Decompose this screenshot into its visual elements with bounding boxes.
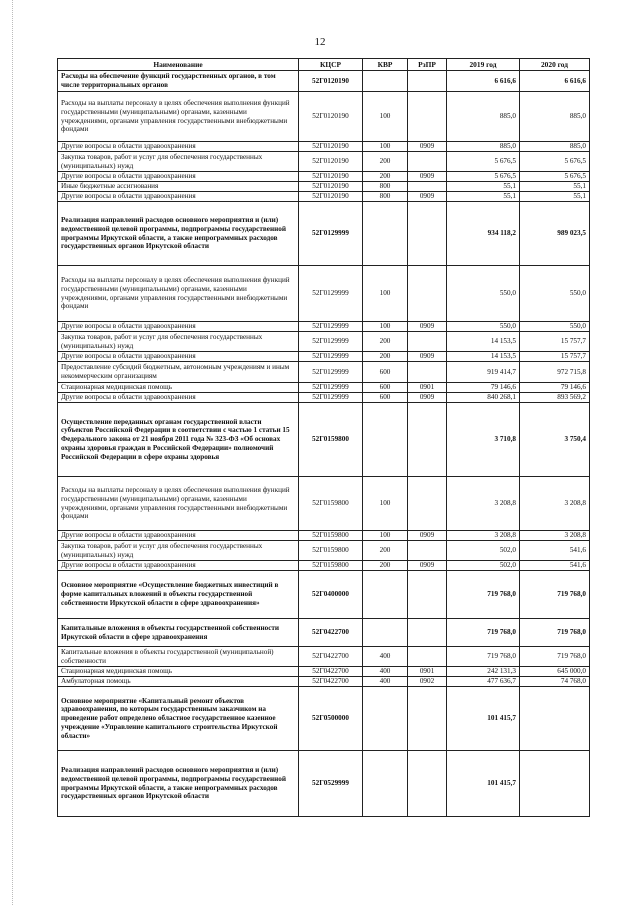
cell-rzpr <box>408 92 447 142</box>
cell-name: Закупка товаров, работ и услуг для обеспечения государственных (муниципальных) нужд <box>58 541 299 561</box>
table-row <box>58 332 590 352</box>
cell-name: Осуществление переданных органам государственной власти субъектов Российской Федерации в соответствии с частью 1 статьи 15 Федерального закона от 21 ноября 2011 года № 323-ФЗ «Об основах охраны здоровья граждан в Российской Федерации» полномочий Российской Федерации в сфере охраны здоровья <box>58 403 299 477</box>
cell-name: Другие вопросы в области здравоохранения <box>58 352 299 362</box>
cell-rzpr: 0901 <box>408 667 447 677</box>
cell-kcsr: 52Г0159800 <box>299 477 363 531</box>
cell-2019: 5 676,5 <box>447 152 520 172</box>
table-row <box>58 172 590 182</box>
cell-name: Стационарная медицинская помощь <box>58 667 299 677</box>
cell-kvr: 600 <box>363 393 408 403</box>
header-2020: 2020 год <box>520 59 590 71</box>
cell-2019: 550,0 <box>447 266 520 322</box>
cell-2020: 989 023,5 <box>520 202 590 266</box>
cell-kvr: 200 <box>363 172 408 182</box>
cell-kvr: 600 <box>363 383 408 393</box>
cell-name: Предоставление субсидий бюджетным, автономным учреждениям и иным некоммерческим организациям <box>58 362 299 383</box>
cell-2019: 502,0 <box>447 541 520 561</box>
cell-rzpr <box>408 182 447 192</box>
cell-rzpr: 0909 <box>408 322 447 332</box>
cell-2020: 541,6 <box>520 561 590 571</box>
cell-kvr: 100 <box>363 92 408 142</box>
cell-2020: 972 715,8 <box>520 362 590 383</box>
table-row <box>58 202 590 266</box>
cell-rzpr <box>408 362 447 383</box>
cell-2020: 3 208,8 <box>520 531 590 541</box>
cell-2020: 885,0 <box>520 92 590 142</box>
cell-2019: 3 208,8 <box>447 477 520 531</box>
table-row <box>58 541 590 561</box>
cell-name: Капитальные вложения в объекты государственной собственности Иркутской области в сфере здравоохранения <box>58 619 299 647</box>
header-2019: 2019 год <box>447 59 520 71</box>
cell-name: Основное мероприятие «Капитальный ремонт объектов здравоохранения, по которым государственным заказчиком на проведение работ определено областное государственное казенное учреждение «Управление капитального строительства Иркутской области» <box>58 687 299 751</box>
cell-kcsr: 52Г0120190 <box>299 92 363 142</box>
cell-kvr: 200 <box>363 541 408 561</box>
cell-rzpr <box>408 687 447 751</box>
cell-2020: 885,0 <box>520 142 590 152</box>
cell-kvr: 100 <box>363 322 408 332</box>
cell-rzpr: 0901 <box>408 383 447 393</box>
cell-kcsr: 52Г0400000 <box>299 571 363 619</box>
cell-kcsr: 52Г0120190 <box>299 182 363 192</box>
cell-rzpr <box>408 751 447 817</box>
cell-2020: 55,1 <box>520 182 590 192</box>
cell-2019: 477 636,7 <box>447 677 520 687</box>
cell-kvr: 800 <box>363 182 408 192</box>
cell-rzpr <box>408 403 447 477</box>
cell-name: Расходы на выплаты персоналу в целях обеспечения выполнения функций государственными (муниципальными) органами, казенными учреждениями, органами управления государственными внебюджетными фондами <box>58 477 299 531</box>
cell-kcsr: 52Г0500000 <box>299 687 363 751</box>
cell-rzpr <box>408 266 447 322</box>
cell-2020: 74 768,0 <box>520 677 590 687</box>
cell-rzpr: 0909 <box>408 142 447 152</box>
cell-2019: 719 768,0 <box>447 571 520 619</box>
cell-name: Основное мероприятие «Осуществление бюджетных инвестиций в форме капитальных вложений в объекты государственной собственности Иркутской области в сфере здравоохранения» <box>58 571 299 619</box>
cell-name: Другие вопросы в области здравоохранения <box>58 172 299 182</box>
cell-2019: 885,0 <box>447 142 520 152</box>
cell-rzpr: 0909 <box>408 561 447 571</box>
cell-2019: 55,1 <box>447 182 520 192</box>
cell-kvr <box>363 687 408 751</box>
table-row <box>58 393 590 403</box>
table-row <box>58 619 590 647</box>
table-row <box>58 142 590 152</box>
table-row <box>58 266 590 322</box>
cell-name: Реализация направлений расходов основного мероприятия и (или) ведомственной целевой программы, подпрограммы государственной программы Иркутской области, а также непрограммных расходов государственных органов Иркутской области <box>58 202 299 266</box>
cell-rzpr: 0909 <box>408 352 447 362</box>
cell-name: Стационарная медицинская помощь <box>58 383 299 393</box>
cell-name: Закупка товаров, работ и услуг для обеспечения государственных (муниципальных) нужд <box>58 152 299 172</box>
cell-2020: 550,0 <box>520 322 590 332</box>
cell-2019: 55,1 <box>447 192 520 202</box>
table-row <box>58 477 590 531</box>
cell-2019: 14 153,5 <box>447 332 520 352</box>
cell-kcsr: 52Г0129999 <box>299 332 363 352</box>
cell-2019: 101 415,7 <box>447 687 520 751</box>
cell-2019: 3 208,8 <box>447 531 520 541</box>
cell-2020 <box>520 687 590 751</box>
page-margin-dots <box>12 0 13 905</box>
cell-kvr: 200 <box>363 332 408 352</box>
cell-2019: 840 268,1 <box>447 393 520 403</box>
cell-rzpr: 0909 <box>408 192 447 202</box>
page-number: 12 <box>314 36 326 48</box>
cell-rzpr <box>408 202 447 266</box>
cell-rzpr <box>408 71 447 92</box>
cell-kcsr: 52Г0129999 <box>299 266 363 322</box>
cell-kcsr: 52Г0422700 <box>299 677 363 687</box>
cell-rzpr <box>408 541 447 561</box>
cell-2020: 719 768,0 <box>520 619 590 647</box>
cell-kvr <box>363 403 408 477</box>
cell-rzpr <box>408 571 447 619</box>
cell-kcsr: 52Г0120190 <box>299 172 363 182</box>
cell-2019: 3 710,8 <box>447 403 520 477</box>
cell-name: Реализация направлений расходов основного мероприятия и (или) ведомственной целевой программы, подпрограммы государственной программы Иркутской области, а также непрограммных расходов государственных органов Иркутской области <box>58 751 299 817</box>
cell-name: Иные бюджетные ассигнования <box>58 182 299 192</box>
cell-2019: 502,0 <box>447 561 520 571</box>
cell-2019: 885,0 <box>447 92 520 142</box>
cell-name: Другие вопросы в области здравоохранения <box>58 142 299 152</box>
cell-name: Амбулаторная помощь <box>58 677 299 687</box>
cell-2019: 14 153,5 <box>447 352 520 362</box>
cell-name: Другие вопросы в области здравоохранения <box>58 192 299 202</box>
table-row <box>58 182 590 192</box>
cell-kvr: 200 <box>363 561 408 571</box>
table-row <box>58 751 590 817</box>
cell-name: Расходы на выплаты персоналу в целях обеспечения выполнения функций государственными (муниципальными) органами, казенными учреждениями, органами управления государственными внебюджетными фондами <box>58 92 299 142</box>
table-row <box>58 687 590 751</box>
table-row <box>58 92 590 142</box>
cell-kvr: 400 <box>363 647 408 667</box>
cell-2020: 6 616,6 <box>520 71 590 92</box>
cell-name: Другие вопросы в области здравоохранения <box>58 531 299 541</box>
cell-kcsr: 52Г0529999 <box>299 751 363 817</box>
cell-kcsr: 52Г0129999 <box>299 352 363 362</box>
cell-kvr: 100 <box>363 477 408 531</box>
cell-kvr: 200 <box>363 352 408 362</box>
cell-kcsr: 52Г0120190 <box>299 192 363 202</box>
cell-kcsr: 52Г0120190 <box>299 71 363 92</box>
cell-kvr: 400 <box>363 677 408 687</box>
cell-2019: 101 415,7 <box>447 751 520 817</box>
cell-2020: 55,1 <box>520 192 590 202</box>
cell-rzpr: 0902 <box>408 677 447 687</box>
cell-kvr <box>363 619 408 647</box>
cell-name: Капитальные вложения в объекты государственной (муниципальной) собственности <box>58 647 299 667</box>
cell-2020: 550,0 <box>520 266 590 322</box>
cell-2020: 5 676,5 <box>520 172 590 182</box>
cell-kvr <box>363 751 408 817</box>
table-row <box>58 322 590 332</box>
cell-name: Закупка товаров, работ и услуг для обеспечения государственных (муниципальных) нужд <box>58 332 299 352</box>
cell-kcsr: 52Г0422700 <box>299 667 363 677</box>
table-row <box>58 667 590 677</box>
cell-rzpr <box>408 619 447 647</box>
cell-2020 <box>520 751 590 817</box>
cell-2020: 541,6 <box>520 541 590 561</box>
cell-2020: 15 757,7 <box>520 352 590 362</box>
table-row <box>58 531 590 541</box>
cell-2020: 3 208,8 <box>520 477 590 531</box>
header-kvr: КВР <box>363 59 408 71</box>
cell-2019: 934 118,2 <box>447 202 520 266</box>
cell-kvr <box>363 571 408 619</box>
cell-2020: 645 000,0 <box>520 667 590 677</box>
cell-kcsr: 52Г0129999 <box>299 362 363 383</box>
cell-kvr: 600 <box>363 362 408 383</box>
cell-2019: 919 414,7 <box>447 362 520 383</box>
cell-rzpr: 0909 <box>408 393 447 403</box>
cell-2019: 719 768,0 <box>447 619 520 647</box>
cell-kcsr: 52Г0159800 <box>299 541 363 561</box>
cell-rzpr: 0909 <box>408 531 447 541</box>
cell-kcsr: 52Г0129999 <box>299 322 363 332</box>
header-rzpr: РзПР <box>408 59 447 71</box>
table-row <box>58 677 590 687</box>
cell-2020: 719 768,0 <box>520 571 590 619</box>
cell-kvr: 100 <box>363 531 408 541</box>
cell-kcsr: 52Г0422700 <box>299 647 363 667</box>
table-header-row <box>58 59 590 71</box>
cell-kvr: 800 <box>363 192 408 202</box>
cell-2020: 893 569,2 <box>520 393 590 403</box>
table-row <box>58 362 590 383</box>
cell-rzpr <box>408 477 447 531</box>
cell-kcsr: 52Г0129999 <box>299 393 363 403</box>
table-row <box>58 71 590 92</box>
cell-2020: 5 676,5 <box>520 152 590 172</box>
cell-name: Другие вопросы в области здравоохранения <box>58 561 299 571</box>
cell-name: Другие вопросы в области здравоохранения <box>58 393 299 403</box>
cell-rzpr: 0909 <box>408 172 447 182</box>
cell-kcsr: 52Г0129999 <box>299 202 363 266</box>
cell-kvr: 100 <box>363 142 408 152</box>
cell-kvr: 100 <box>363 266 408 322</box>
cell-2019: 242 131,3 <box>447 667 520 677</box>
cell-kvr: 200 <box>363 152 408 172</box>
cell-2020: 719 768,0 <box>520 647 590 667</box>
table-row <box>58 352 590 362</box>
cell-2019: 79 146,6 <box>447 383 520 393</box>
cell-kcsr: 52Г0120190 <box>299 152 363 172</box>
cell-kvr <box>363 71 408 92</box>
table-row <box>58 152 590 172</box>
table-row <box>58 561 590 571</box>
cell-kcsr: 52Г0120190 <box>299 142 363 152</box>
cell-2020: 79 146,6 <box>520 383 590 393</box>
table-row <box>58 571 590 619</box>
cell-2019: 6 616,6 <box>447 71 520 92</box>
table-row <box>58 403 590 477</box>
cell-name: Расходы на выплаты персоналу в целях обеспечения выполнения функций государственными (муниципальными) органами, казенными учреждениями, органами управления государственными внебюджетными фондами <box>58 266 299 322</box>
cell-kcsr: 52Г0159800 <box>299 561 363 571</box>
cell-kcsr: 52Г0159800 <box>299 531 363 541</box>
cell-2019: 719 768,0 <box>447 647 520 667</box>
header-kcsr: КЦСР <box>299 59 363 71</box>
cell-kcsr: 52Г0129999 <box>299 383 363 393</box>
cell-rzpr <box>408 647 447 667</box>
cell-kcsr: 52Г0422700 <box>299 619 363 647</box>
budget-table <box>57 58 590 817</box>
cell-name: Другие вопросы в области здравоохранения <box>58 322 299 332</box>
cell-2020: 3 750,4 <box>520 403 590 477</box>
table-row <box>58 192 590 202</box>
header-name: Наименование <box>58 59 299 71</box>
cell-kvr <box>363 202 408 266</box>
cell-rzpr <box>408 152 447 172</box>
cell-name: Расходы на обеспечение функций государственных органов, в том числе территориальных органов <box>58 71 299 92</box>
cell-kcsr: 52Г0159800 <box>299 403 363 477</box>
cell-2020: 15 757,7 <box>520 332 590 352</box>
cell-2019: 5 676,5 <box>447 172 520 182</box>
cell-2019: 550,0 <box>447 322 520 332</box>
table-row <box>58 647 590 667</box>
cell-rzpr <box>408 332 447 352</box>
cell-kvr: 400 <box>363 667 408 677</box>
table-row <box>58 383 590 393</box>
